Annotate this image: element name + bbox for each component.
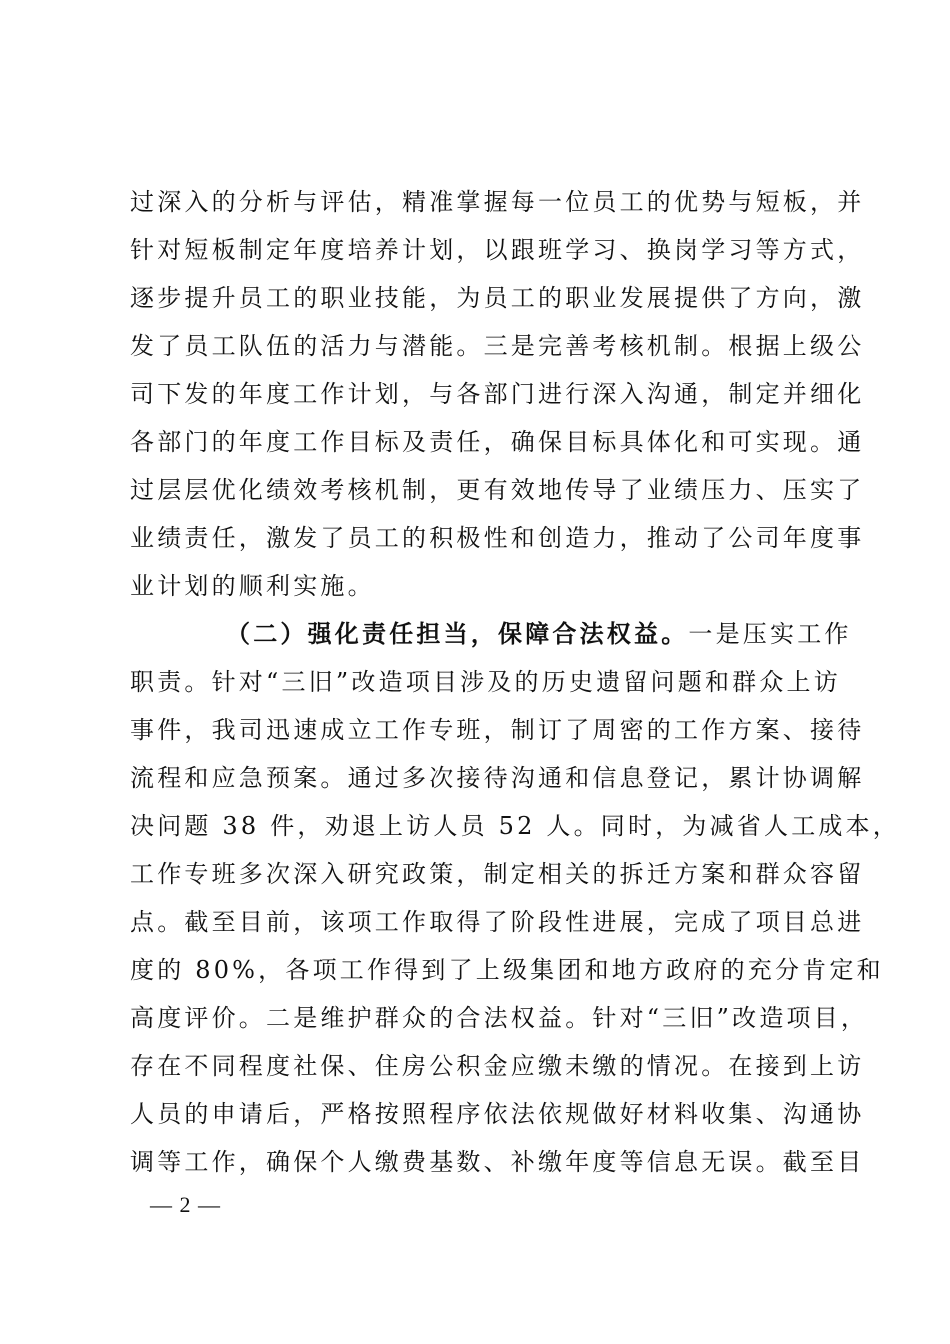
text-line: 业计划的顺利实施。 (130, 572, 375, 600)
text-line: 过层层优化绩效考核机制，更有效地传导了业绩压力、压实了 (130, 476, 865, 504)
section-heading-tail: 一是压实工作 (688, 620, 852, 648)
text-line: 各部门的年度工作目标及责任，确保目标具体化和可实现。通 (130, 428, 865, 456)
text-line: 司下发的年度工作计划，与各部门进行深入沟通，制定并细化 (130, 380, 865, 408)
text-line: 逐步提升员工的职业技能，为员工的职业发展提供了方向，激 (130, 284, 865, 312)
text-line: 业绩责任，激发了员工的积极性和创造力，推动了公司年度事 (130, 524, 865, 552)
page-number: — 2 — (150, 1192, 221, 1217)
section-heading-line (130, 610, 852, 658)
text-line: 人员的申请后，严格按照程序依法依规做好材料收集、沟通协 (130, 1100, 865, 1128)
text-line: 事件，我司迅速成立工作专班，制订了周密的工作方案、接待 (130, 716, 865, 744)
text-line: 点。截至目前，该项工作取得了阶段性进展，完成了项目总进 (130, 908, 865, 936)
text-line: 存在不同程度社保、住房公积金应缴未缴的情况。在接到上访 (130, 1052, 865, 1080)
text-line: 决问题 38 件，劝退上访人员 52 人。同时，为减省人工成本， (130, 812, 900, 840)
body-text (130, 178, 900, 1186)
text-line: 度的 80%，各项工作得到了上级集团和地方政府的充分肯定和 (130, 956, 884, 984)
text-line: 发了员工队伍的活力与潜能。三是完善考核机制。根据上级公 (130, 332, 865, 360)
text-line: 工作专班多次深入研究政策，制定相关的拆迁方案和群众容留 (130, 860, 865, 888)
text-line: 针对短板制定年度培养计划，以跟班学习、换岗学习等方式， (130, 236, 865, 264)
text-line: 高度评价。二是维护群众的合法权益。针对“三旧”改造项目， (130, 1004, 869, 1032)
text-line: 流程和应急预案。通过多次接待沟通和信息登记，累计协调解 (130, 764, 865, 792)
text-line: 调等工作，确保个人缴费基数、补缴年度等信息无误。截至目 (130, 1148, 865, 1176)
text-line: 职责。针对“三旧”改造项目涉及的历史遗留问题和群众上访 (130, 668, 841, 696)
section-heading: （二）强化责任担当，保障合法权益。 (226, 619, 689, 648)
text-line: 过深入的分析与评估，精准掌握每一位员工的优势与短板，并 (130, 188, 865, 216)
